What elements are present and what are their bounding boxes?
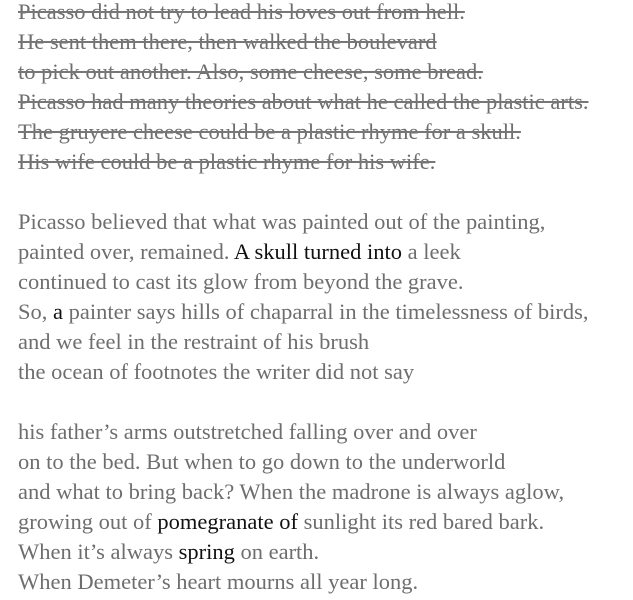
- poem-line: [18, 207, 633, 237]
- poem-line: [18, 417, 633, 447]
- poem-line: [18, 147, 633, 177]
- poem-line: [18, 267, 633, 297]
- poem-line: [18, 27, 633, 57]
- line-text: and we feel in the restraint of his brush: [18, 329, 370, 354]
- line-text: his father’s arms outstretched falling over and over: [18, 419, 477, 444]
- line-text: the ocean of footnotes the writer did not say: [18, 359, 415, 384]
- poem-line: [18, 237, 633, 267]
- poem-line: [18, 297, 633, 327]
- line-text: a leek: [402, 239, 461, 264]
- poem-line: [18, 567, 633, 597]
- struck-stanza: [18, 0, 633, 177]
- line-text: painted over, remained.: [18, 239, 234, 264]
- poem-line: [18, 0, 633, 27]
- stanza: [18, 417, 633, 597]
- highlighted-text: a: [53, 299, 64, 324]
- line-text: to pick out another. Also, some cheese, some bread.: [18, 59, 483, 84]
- highlighted-text: spring: [178, 539, 235, 564]
- line-text: When Demeter’s heart mourns all year long.: [18, 569, 419, 594]
- line-text: He sent them there, then walked the boulevard: [18, 29, 437, 54]
- line-text: growing out of: [18, 509, 158, 534]
- line-text: sunlight its red bared bark.: [297, 509, 545, 534]
- poem-line: [18, 357, 633, 387]
- highlighted-text: A skull turned into: [233, 239, 403, 264]
- line-text: When it’s always: [18, 539, 179, 564]
- line-text: and what to bring back? When the madrone is always aglow,: [18, 479, 565, 504]
- stanza: [18, 207, 633, 387]
- line-text: Picasso believed that what was painted out of the painting,: [18, 209, 546, 234]
- poem-line: [18, 507, 633, 537]
- line-text: So,: [18, 299, 54, 324]
- highlighted-text: pomegranate of: [157, 509, 298, 534]
- poem-line: [18, 447, 633, 477]
- line-text: painter says hills of chaparral in the timelessness of birds,: [63, 299, 589, 324]
- line-text: on earth.: [234, 539, 320, 564]
- poem-line: [18, 117, 633, 147]
- line-text: Picasso did not try to lead his loves out from hell.: [18, 0, 465, 24]
- poem-line: [18, 327, 633, 357]
- line-text: His wife could be a plastic rhyme for his wife.: [18, 149, 436, 174]
- line-text: on to the bed. But when to go down to the underworld: [18, 449, 506, 474]
- poem-line: [18, 537, 633, 567]
- line-text: Picasso had many theories about what he called the plastic arts.: [18, 89, 589, 114]
- line-text: continued to cast its glow from beyond the grave.: [18, 269, 464, 294]
- poem-line: [18, 477, 633, 507]
- poem-line: [18, 57, 633, 87]
- line-text: The gruyere cheese could be a plastic rhyme for a skull.: [18, 119, 521, 144]
- poem-line: [18, 87, 633, 117]
